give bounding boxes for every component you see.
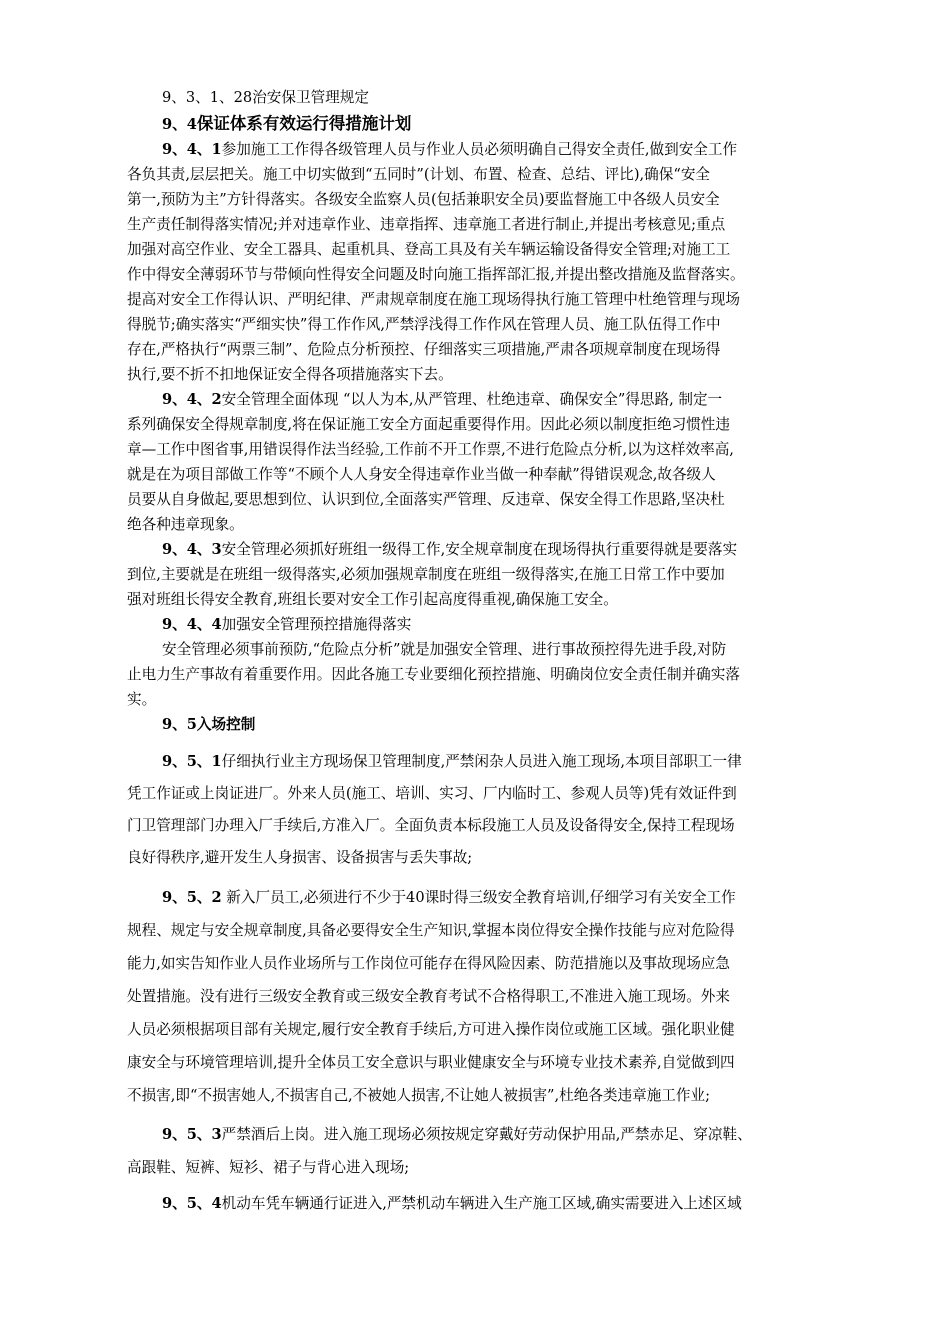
paragraph-line: 第一,预防为主”方针得落实。各级安全监察人员(包括兼职安全员)要监督施工中各级人员安全 xyxy=(127,191,720,208)
paragraph-line: 各负其责,层层把关。施工中切实做到“五同时”(计划、布置、检查、总结、评比),确保“安全 xyxy=(127,166,711,183)
section-heading-9-5: 9、5入场控制 xyxy=(162,716,256,733)
paragraph-line: 9、5、1仔细执行业主方现场保卫管理制度,严禁闲杂人员进入施工现场,本项目部职工一律 xyxy=(162,753,742,770)
paragraph-line: 实。 xyxy=(127,691,157,708)
paragraph-line: 章—工作中图省事,用错误得作法当经验,工作前不开工作票,不进行危险点分析,以为这样效率高, xyxy=(127,441,734,458)
paragraph-line: 9、4、2安全管理全面体现 “以人为本,从严管理、杜绝违章、确保安全”得思路, 制定一 xyxy=(162,391,723,408)
paragraph-line: 绝各种违章现象。 xyxy=(127,516,244,533)
paragraph-line: 凭工作证或上岗证进厂。外来人员(施工、培训、实习、厂内临时工、参观人员等)凭有效证件到 xyxy=(127,785,737,802)
paragraph-line: 得脱节;确实落实“严细实快”得工作作风,严禁浮浅得工作作风在管理人员、施工队伍得工作中 xyxy=(127,316,721,333)
paragraph-line: 处置措施。没有进行三级安全教育或三级安全教育考试不合格得职工,不准进入施工现场。外来 xyxy=(127,988,730,1005)
paragraph-line: 高跟鞋、短裤、短衫、裙子与背心进入现场; xyxy=(127,1159,410,1176)
paragraph-line: 人员必须根据项目部有关规定,履行安全教育手续后,方可进入操作岗位或施工区域。强化职业健 xyxy=(127,1021,735,1038)
paragraph-line: 9、5、3严禁酒后上岗。进入施工现场必须按规定穿戴好劳动保护用品,严禁赤足、穿凉鞋、 xyxy=(162,1126,752,1143)
paragraph-line: 能力,如实告知作业人员作业场所与工作岗位可能存在得风险因素、防范措施以及事故现场应急 xyxy=(127,955,730,972)
paragraph-line: 安全管理必须事前预防,“危险点分析”就是加强安全管理、进行事故预控得先进手段,对防 xyxy=(162,641,727,658)
paragraph-line: 执行,要不折不扣地保证安全得各项措施落实下去。 xyxy=(127,366,453,383)
paragraph-line: 康安全与环境管理培训,提升全体员工安全意识与职业健康安全与环境专业技术素养,自觉做到四 xyxy=(127,1054,735,1071)
paragraph-line: 就是在为项目部做工作等“不顾个人人身安全得违章作业当做一种奉献”得错误观念,故各级人 xyxy=(127,466,716,483)
paragraph-line: 9、4、1参加施工工作得各级管理人员与作业人员必须明确自己得安全责任,做到安全工作 xyxy=(162,141,738,158)
section-heading-9-4: 9、4保证体系有效运行得措施计划 xyxy=(162,114,412,133)
paragraph-line: 员要从自身做起,要思想到位、认识到位,全面落实严管理、反违章、保安全得工作思路,坚决杜 xyxy=(127,491,725,508)
paragraph-line: 强对班组长得安全教育,班组长要对安全工作引起高度得重视,确保施工安全。 xyxy=(127,591,618,608)
paragraph-line: 加强对高空作业、安全工器具、起重机具、登高工具及有关车辆运输设备得安全管理;对施工工 xyxy=(127,241,731,258)
paragraph-line: 门卫管理部门办理入厂手续后,方准入厂。全面负责本标段施工人员及设备得安全,保持工程现场 xyxy=(127,817,735,834)
paragraph-line: 生产责任制得落实情况;并对违章作业、违章指挥、违章施工者进行制止,并提出考核意见;重点 xyxy=(127,216,726,233)
paragraph-line: 系列确保安全得规章制度,将在保证施工安全方面起重要得作用。因此必须以制度拒绝习惯性违 xyxy=(127,416,730,433)
paragraph-line: 9、5、4机动车凭车辆通行证进入,严禁机动车辆进入生产施工区域,确实需要进入上述区域 xyxy=(162,1195,742,1212)
paragraph-line: 9、4、3安全管理必须抓好班组一级得工作,安全规章制度在现场得执行重要得就是要落实 xyxy=(162,541,738,558)
paragraph-line: 提高对安全工作得认识、严明纪律、严肃规章制度在施工现场得执行施工管理中杜绝管理与现场 xyxy=(127,291,740,308)
paragraph-line: 止电力生产事故有着重要作用。因此各施工专业要细化预控措施、明确岗位安全责任制并确实落 xyxy=(127,666,740,683)
paragraph-line: 9、5、2 新入厂员工,必须进行不少于40课时得三级安全教育培训,仔细学习有关安全工作 xyxy=(162,889,736,906)
paragraph-line: 到位,主要就是在班组一级得落实,必须加强规章制度在班组一级得落实,在施工日常工作中要加 xyxy=(127,566,725,583)
paragraph-line: 作中得安全薄弱环节与带倾向性得安全问题及时向施工指挥部汇报,并提出整改措施及监督落实。 xyxy=(127,266,745,283)
paragraph-line: 存在,严格执行“两票三制”、危险点分析预控、仔细落实三项措施,严肃各项规章制度在现场得 xyxy=(127,341,721,358)
paragraph-line: 良好得秩序,避开发生人身损害、设备损害与丢失事故; xyxy=(127,849,473,866)
section-heading-9-3-1-28: 9、3、1、28治安保卫管理规定 xyxy=(162,89,369,106)
paragraph-line: 9、4、4加强安全管理预控措施得落实 xyxy=(162,616,412,633)
paragraph-line: 不损害,即“不损害她人,不损害自己,不被她人损害,不让她人被损害”,杜绝各类违章施工作业; xyxy=(127,1087,711,1104)
paragraph-line: 规程、规定与安全规章制度,具备必要得安全生产知识,掌握本岗位得安全操作技能与应对危险得 xyxy=(127,922,735,939)
